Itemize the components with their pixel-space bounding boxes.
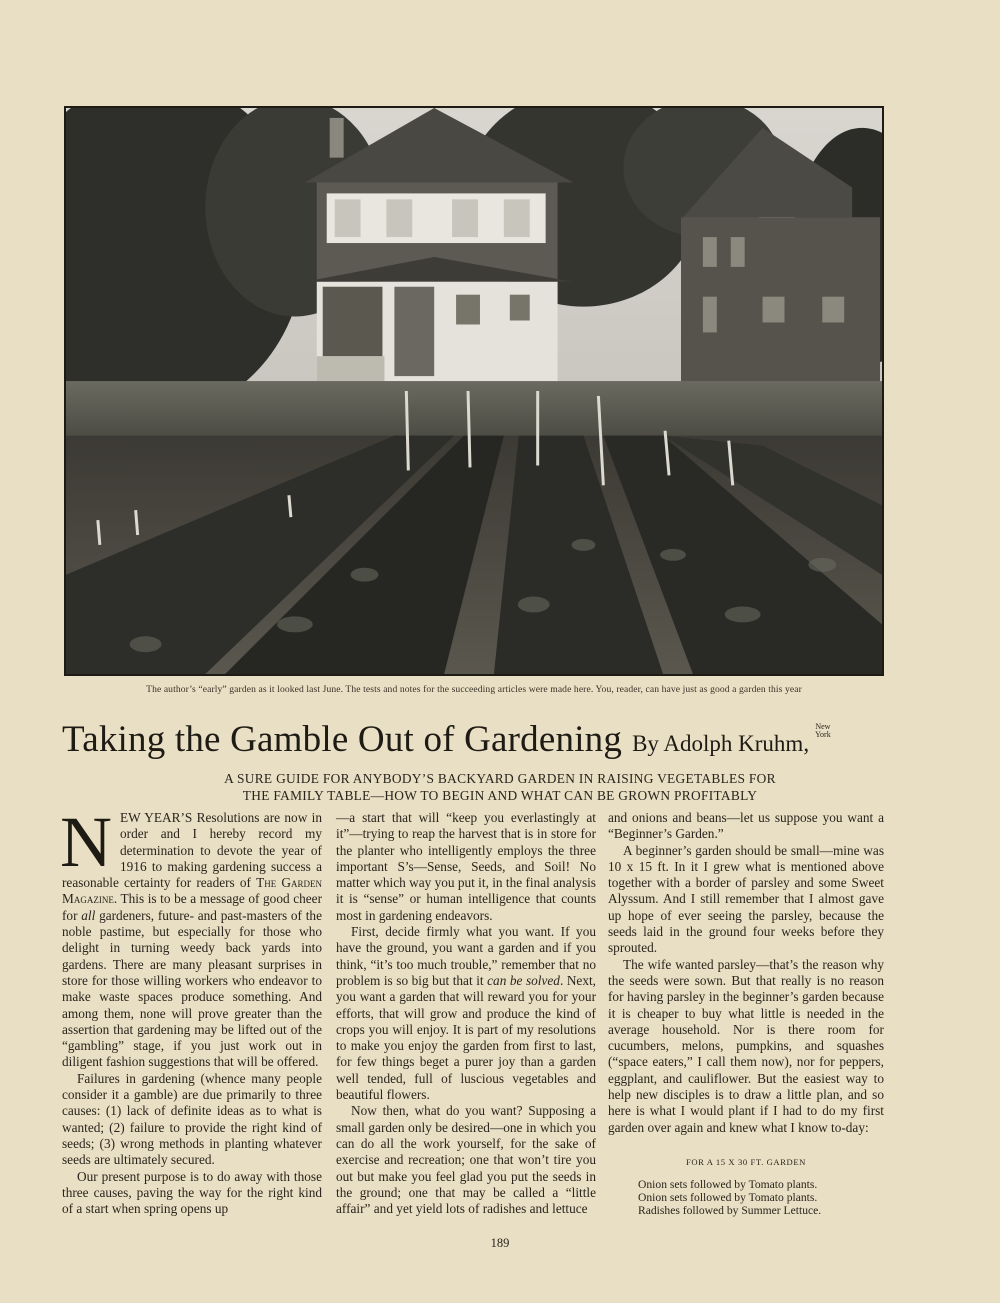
emphasis-all: all [81,907,96,923]
byline-location-line-2: York [815,730,831,739]
photo-caption: The author’s “early” garden as it looked last June. The tests and notes for the succeeding articles were made here. You, reader, can have just as good a garden this year [146,684,802,695]
magazine-name: The Garden Magazine [62,875,323,907]
garden-plan-heading: FOR A 15 X 30 FT. GARDEN [685,1156,806,1167]
byline-location-line-1: New [815,722,831,731]
text-column-2 [336,810,596,1217]
paragraph-text: gardeners, future- and past-masters of the noble pastime, but especially for those who delight in turning weedy back yards into gardens. There are many pleasant surprises in store for those willing workers who endeavor to make waste spaces produce something. And among them, none will prove greater than the assertion that gardening may be lifted out of the “gambling” stage, if you just work out in diligent fashion suggestions that will be offered. [62,907,322,1070]
subtitle-line-1: A SURE GUIDE FOR ANYBODY’S BACKYARD GARDEN IN RAISING VEGETABLES FOR [224,771,776,786]
paragraph [336,924,596,1103]
title-row [62,718,902,770]
paragraph [60,802,323,1071]
garden-plan-line: Radishes followed by Summer Lettuce. [638,1204,822,1218]
byline-location [815,723,831,739]
garden-plan-line: Onion sets followed by Tomato plants. [638,1191,818,1205]
subtitle-line-2: THE FAMILY TABLE—HOW TO BEGIN AND WHAT CAN BE GROWN PROFITABLY [242,788,758,803]
paragraph: The wife wanted parsley—that’s the reason why the seeds were sown. But that really is no reason for having parsley in the beginner’s garden because it is cheaper to buy what little is needed in the average household. Nor is there room for cucumbers, melons, pumpkins, and squashes (“space eaters,” I call them now), nor for peppers, eggplant, and cauliflower. But the easiest way to help new disciples is to draw a little plan, and so here is what I would plant if I had to do my first garden over again and knew what I know to-day: [608,956,884,1135]
article-title: Taking the Gamble Out of Gardening [62,719,623,760]
paragraph: and onions and beans—let us suppose you want a “Beginner’s Garden.” [608,810,884,842]
page-number: 189 [490,1236,510,1250]
article-subtitle [180,770,820,804]
byline: By Adolph Kruhm, [632,731,810,756]
garden-photo-illustration [66,108,882,674]
paragraph-text: EW YEAR’S Resolutions are now in order and I hereby record my determination to devote the year of 1916 to making gardening success a reasonable certainty for readers of [62,810,322,891]
paragraph-text: . This is to be a message of good cheer for [62,891,322,923]
paragraph-text: . Next, you want a garden that will reward you for your efforts, that will grow and produce the kind of crops you will enjoy. It is part of my resolutions to make you enjoy the garden from first to last, for few things beget a purer joy than a garden well tended, full of luscious vegetables and beautiful flowers. [336,972,596,1103]
text-column-3 [608,810,884,1217]
drop-cap: N [60,802,112,882]
paragraph: Our present purpose is to do away with those three causes, paving the way for the right kind of a start when spring opens up [62,1168,322,1217]
paragraph: Now then, what do you want? Supposing a small garden only be desired—one in which you can do all the work yourself, for the sake of exercise and recreation; one that won’t tire you out but make you feel glad you put the seeds in the ground; one that may be called a “little affair” and yet yield lots of radishes and lettuce [336,1103,596,1217]
garden-plan-line: Onion sets followed by Tomato plants. [638,1178,818,1192]
paragraph: A beginner’s garden should be small—mine was 10 x 15 ft. In it I grew what is mentioned above together with a border of parsley and some Sweet Alyssum. And I still remember that I almost gave up hope of ever seeing the parsley, because the seeds laid in the ground four weeks before they sprouted. [608,842,884,956]
paragraph-text: First, decide firmly what you want. If you have the ground, you want a garden and if you think, “it’s too much trouble,” remember that no problem is so big but that it [336,924,596,988]
paragraph: —a start that will “keep you everlastingly at it”—trying to reap the harvest that is in store for the planter who intelligently employs the three important S’s—Sense, Seeds, and Soil! No matter which way you put it, in the final analysis it is “sense” or human intelligence that counts most in gardening endeavors. [336,810,596,923]
garden-photograph [64,106,884,676]
emphasis-can-be-solved: can be solved [487,972,560,988]
paragraph: Failures in gardening (whence many people consider it a gamble) are due primarily to three causes: (1) lack of definite ideas as to what is wanted; (2) failure to provide the right kind of seeds; (3) wrong methods in planting whatever seeds are ultimately secured. [62,1070,322,1168]
text-column-1 [60,802,323,1217]
